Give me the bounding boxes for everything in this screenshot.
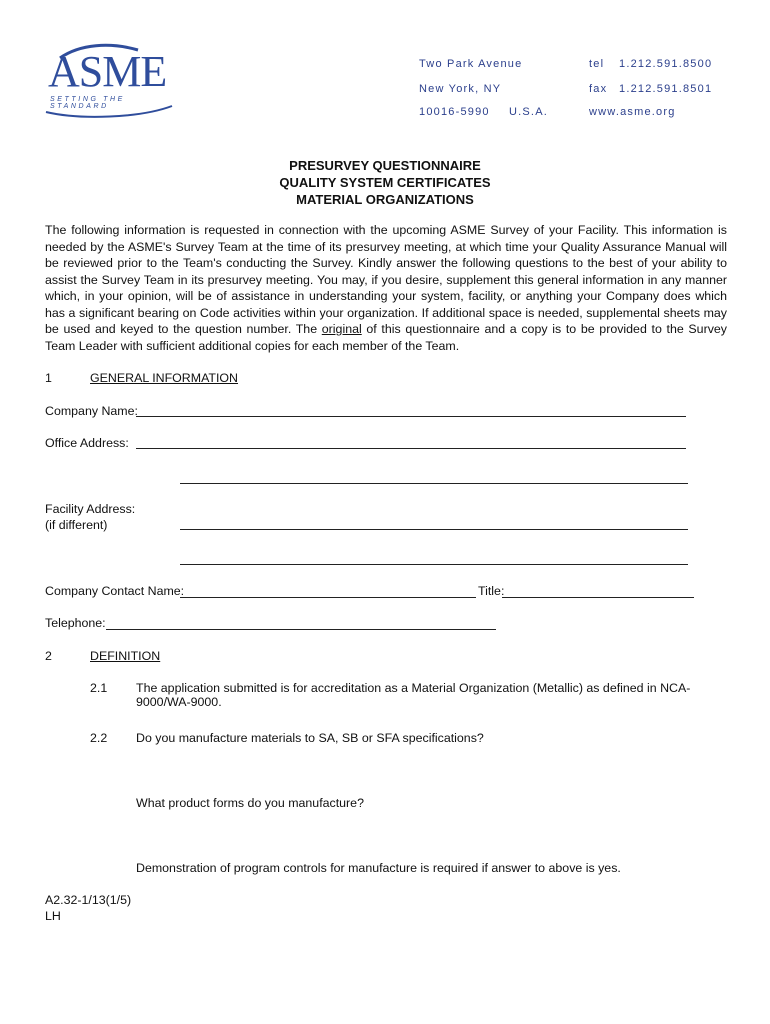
telephone-label: Telephone: <box>45 616 106 630</box>
section-2-number: 2 <box>45 649 52 663</box>
section-2-heading: DEFINITION <box>90 649 161 663</box>
footer-initials: LH <box>45 909 61 923</box>
logo-tagline: SETTING THE STANDARD <box>50 96 125 110</box>
intro-part-1: The following information is requested in connection with the upcoming ASME Survey of your Facility. This information is needed by the ASME's Survey Team at the time of its presurvey meeting, at which time your Quality Assurance Manual will be reviewed prior to the Team's conducting the Survey. Kindly answer the following questions to the best of your ability to assist the Survey Team in its presurvey meeting. You may, if you desire, supplement this general information in any manner which, in your opinion, will be of assistance in understanding your system, facility, or anything your Company does which has a significant bearing on Code activities within your organization. If additional space is needed, supplemental sheets may be used and keyed to the question number. The <box>45 223 727 336</box>
facility-address-note: (if different) <box>45 518 108 532</box>
logo-text: ASME <box>48 47 167 96</box>
intro-underlined: original <box>321 322 362 336</box>
office-address-field-2[interactable] <box>180 483 688 484</box>
address-zip: 10016-5990 <box>419 106 490 118</box>
facility-address-label: Facility Address: <box>45 502 136 516</box>
title-field[interactable] <box>502 597 694 598</box>
title-line-2: QUALITY SYSTEM CERTIFICATES <box>279 175 491 190</box>
contact-name-field[interactable] <box>180 597 476 598</box>
item-2-1-number: 2.1 <box>90 681 108 695</box>
form-code: A2.32-1/13(1/5) <box>45 893 132 907</box>
telephone-field[interactable] <box>106 629 496 630</box>
intro-part-2: of this questionnaire and a copy is to be provided to the Survey Team Leader with sufficient additional copies for each member of the Team. <box>45 322 727 353</box>
office-address-field-1[interactable] <box>136 448 686 449</box>
title-line-3: MATERIAL ORGANIZATIONS <box>296 192 474 207</box>
office-address-label: Office Address: <box>45 436 129 450</box>
item-2-1-text: The application submitted is for accreditation as a Material Organization (Metallic) as defined in NCA-9000/WA-9000. <box>136 681 691 709</box>
fax-label: fax <box>589 83 608 95</box>
title-line-1: PRESURVEY QUESTIONNAIRE <box>289 158 481 173</box>
company-name-label: Company Name: <box>45 404 138 418</box>
address-country: U.S.A. <box>509 106 548 118</box>
intro-paragraph <box>45 222 727 354</box>
section-1-number: 1 <box>45 371 52 385</box>
demonstration-note: Demonstration of program controls for manufacture is required if answer to above is yes. <box>136 861 621 875</box>
title-label: Title: <box>478 584 505 598</box>
tel-value: 1.212.591.8500 <box>619 58 713 70</box>
section-1-heading: GENERAL INFORMATION <box>90 371 239 385</box>
item-2-2-number: 2.2 <box>90 731 108 745</box>
address-street: Two Park Avenue <box>419 58 523 70</box>
company-name-field[interactable] <box>136 416 686 417</box>
facility-address-field-2[interactable] <box>180 564 688 565</box>
facility-address-field-1[interactable] <box>180 529 688 530</box>
address-city: New York, NY <box>419 83 502 95</box>
product-forms-question: What product forms do you manufacture? <box>136 796 364 810</box>
asme-logo <box>40 40 180 120</box>
contact-name-label: Company Contact Name: <box>45 584 185 598</box>
fax-value: 1.212.591.8501 <box>619 83 713 95</box>
item-2-2-text: Do you manufacture materials to SA, SB or SFA specifications? <box>136 731 484 745</box>
website: www.asme.org <box>589 106 676 118</box>
tel-label: tel <box>589 58 605 70</box>
